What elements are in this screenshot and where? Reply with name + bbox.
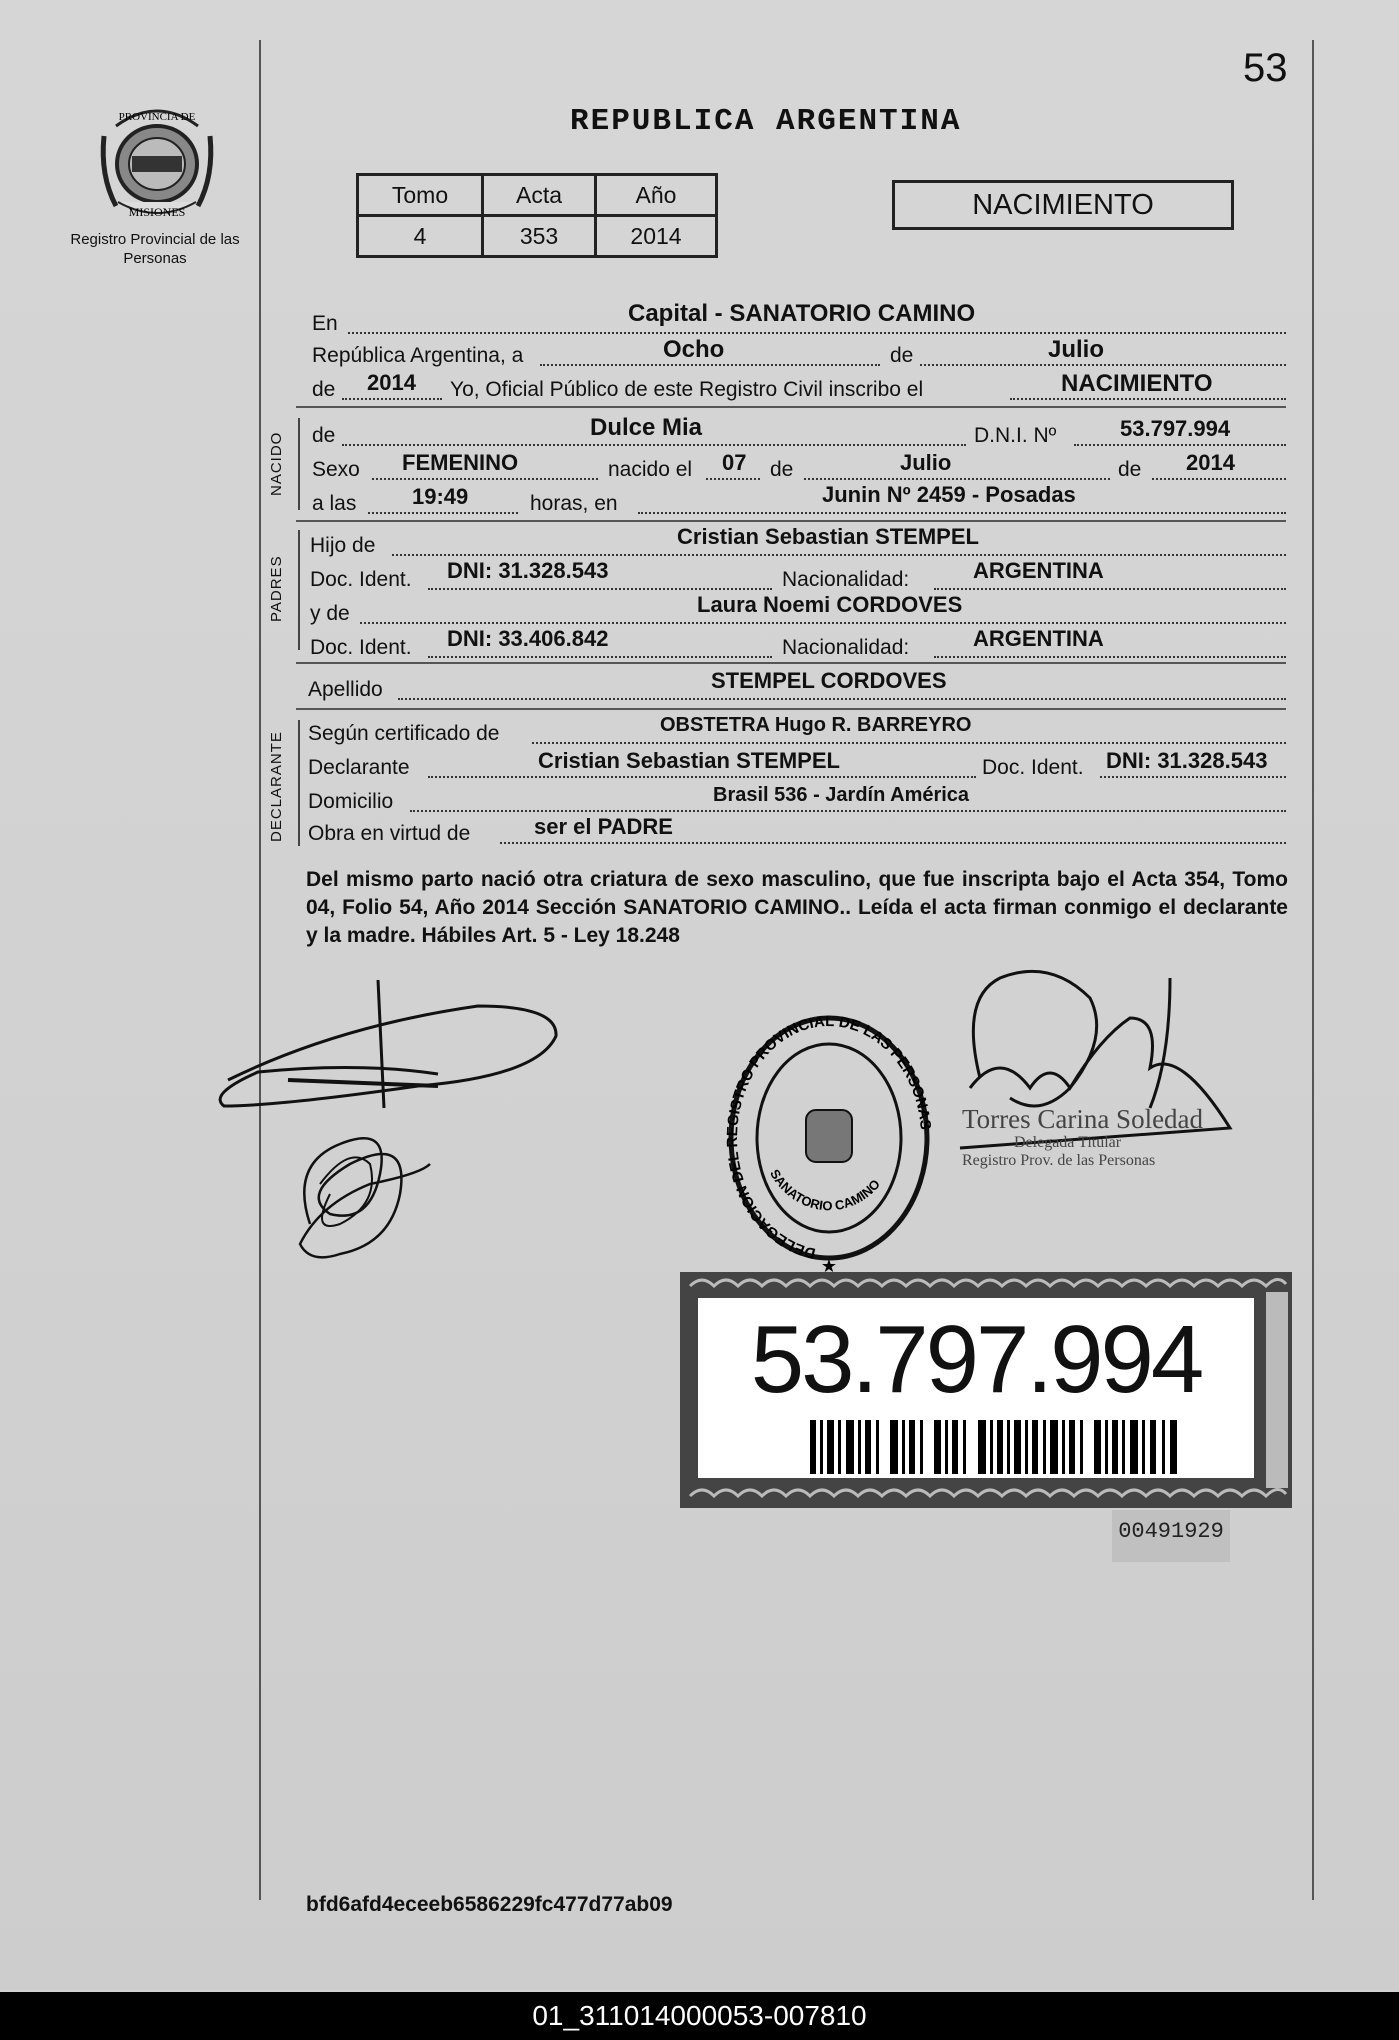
month-value: Julio: [1048, 336, 1105, 363]
official-office: Registro Prov. de las Personas: [962, 1152, 1156, 1169]
sexo-value: FEMENINO: [402, 450, 519, 475]
birth-time-value: 19:49: [412, 484, 469, 509]
year-value: 2014: [367, 370, 416, 395]
republic-label: República Argentina, a: [312, 344, 524, 367]
section-bracket: [298, 720, 300, 846]
official-title: Delegada Titular: [1014, 1134, 1122, 1151]
page-number: 53: [1243, 46, 1288, 90]
cert-label: Según certificado de: [308, 722, 500, 745]
declarante-value: Cristian Sebastian STEMPEL: [538, 748, 840, 773]
header-anio: Año: [596, 175, 717, 216]
father-name-value: Cristian Sebastian STEMPEL: [677, 524, 979, 549]
security-label: [680, 1272, 1292, 1508]
sexo-label: Sexo: [312, 458, 360, 481]
de-label: de: [890, 344, 914, 367]
doc-ident-label: Doc. Ident.: [310, 568, 412, 591]
label-number: 53.797.994: [750, 1306, 1202, 1413]
logo-arc-text: PROVINCIA DE: [118, 111, 196, 123]
dotted-line: [532, 742, 1286, 744]
dotted-line: [934, 656, 1286, 658]
section-bracket: [298, 418, 300, 510]
header-acta: Acta: [483, 175, 596, 216]
signature-mother-icon: [280, 1104, 450, 1274]
officer-text: Yo, Oficial Público de este Registro Civil inscribo el: [450, 378, 924, 401]
dotted-line: [428, 776, 976, 778]
observation-note: Del mismo parto nació otra criatura de sexo masculino, que fue inscripta bajo el Acta 354, Tomo 04, Folio 54, Año 2014 Sección SANATORIO CAMINO.. Leída el acta firman conmigo el declarante y la madre. Hábiles Art. 5 - Ley 18.248: [306, 868, 1288, 947]
section-rule: [296, 662, 1286, 664]
dni-label: D.N.I. Nº: [974, 424, 1057, 447]
value-anio: 2014: [596, 216, 717, 257]
section-rule: [296, 406, 1286, 408]
padres-section-label: PADRES: [268, 555, 285, 622]
dotted-line: [540, 364, 880, 366]
barcode-icon: [810, 1420, 1180, 1474]
document-hash: bfd6afd4eceeb6586229fc477d77ab09: [306, 1893, 673, 1916]
dotted-line: [398, 698, 1286, 700]
dotted-line: [920, 364, 1286, 366]
hijo-de-label: Hijo de: [310, 534, 376, 557]
record-table: [356, 173, 718, 258]
stamp-inner-text: SANATORIO CAMINO: [767, 1166, 883, 1214]
dotted-line: [348, 332, 1286, 334]
y-de-label: y de: [310, 602, 350, 625]
horas-label: horas, en: [530, 492, 618, 515]
dotted-line: [1074, 444, 1286, 446]
de2-label: de: [312, 378, 336, 401]
dotted-line: [706, 478, 760, 480]
dotted-line: [804, 478, 1110, 480]
a-las-label: a las: [312, 492, 357, 515]
svg-text:★: ★: [820, 1256, 838, 1272]
mother-name-value: Laura Noemi CORDOVES: [697, 592, 963, 617]
cert-value: OBSTETRA Hugo R. BARREYRO: [660, 714, 972, 736]
dotted-line: [360, 622, 1286, 624]
obra-label: Obra en virtud de: [308, 822, 471, 845]
place-value: Capital - SANATORIO CAMINO: [628, 300, 976, 327]
left-margin-line: [259, 40, 261, 1900]
nacido-el-label: nacido el: [608, 458, 693, 481]
declarante-section-label: DECLARANTE: [268, 731, 285, 842]
dotted-line: [1152, 478, 1286, 480]
dotted-line: [934, 588, 1286, 590]
birth-address-value: Junin Nº 2459 - Posadas: [822, 482, 1076, 507]
nacionalidad-label: Nacionalidad:: [782, 636, 910, 659]
domicilio-label: Domicilio: [308, 790, 394, 813]
child-dni-value: 53.797.994: [1120, 416, 1231, 441]
doc-ident-label: Doc. Ident.: [310, 636, 412, 659]
right-margin-line: [1312, 40, 1314, 1900]
svg-text:SANATORIO CAMINO: [767, 1167, 883, 1214]
nacido-de-label: de: [312, 424, 336, 447]
birth-day-value: 07: [722, 450, 747, 475]
domicilio-value: Brasil 536 - Jardín América: [713, 784, 970, 806]
dotted-line: [372, 478, 598, 480]
record-table-header-row: [358, 175, 717, 216]
dotted-line: [342, 398, 442, 400]
act-inscribed-value: NACIMIENTO: [1061, 370, 1213, 397]
dotted-line: [1100, 776, 1286, 778]
declarante-label: Declarante: [308, 756, 410, 779]
en-label: En: [312, 312, 338, 335]
footer-id-bar: 01_311014000053-007810: [0, 1992, 1399, 2040]
birth-month-value: Julio: [900, 450, 952, 475]
dotted-line: [428, 656, 772, 658]
official-stamp-icon: [724, 1010, 934, 1272]
value-tomo: 4: [358, 216, 483, 257]
dotted-line: [1010, 398, 1286, 400]
nacido-section-label: NACIDO: [268, 431, 285, 496]
mother-doc-value: DNI: 33.406.842: [447, 626, 609, 651]
dotted-line: [428, 588, 772, 590]
value-acta: 353: [483, 216, 596, 257]
declarante-doc-value: DNI: 31.328.543: [1106, 748, 1268, 773]
dotted-line: [342, 444, 966, 446]
registry-caption: Registro Provincial de las Personas: [70, 231, 240, 267]
child-name-value: Dulce Mia: [590, 414, 703, 441]
act-type-box: NACIMIENTO: [892, 180, 1234, 230]
section-rule: [296, 520, 1286, 522]
dotted-line: [368, 512, 518, 514]
apellido-value: STEMPEL CORDOVES: [711, 668, 947, 693]
father-doc-value: DNI: 31.328.543: [447, 558, 609, 583]
official-name: Torres Carina Soledad: [962, 1104, 1204, 1134]
security-label-panel: [698, 1298, 1254, 1478]
country-heading: REPUBLICA ARGENTINA: [570, 104, 962, 139]
day-word-value: Ocho: [663, 336, 725, 363]
nacionalidad-label: Nacionalidad:: [782, 568, 910, 591]
birth-year-value: 2014: [1186, 450, 1235, 475]
de-label-2: de: [770, 458, 794, 481]
dotted-line: [392, 554, 1286, 556]
section-rule: [296, 708, 1286, 710]
dotted-line: [410, 810, 1286, 812]
apellido-label: Apellido: [308, 678, 383, 701]
stamp-outer-text: DELEGACION DEL REGISTRO PROVINCIAL DE LAS PERSONAS: [724, 1012, 934, 1262]
control-number: 00491929: [1112, 1510, 1230, 1562]
de-label-3: de: [1118, 458, 1142, 481]
mother-nationality-value: ARGENTINA: [973, 626, 1104, 651]
header-tomo: Tomo: [358, 175, 483, 216]
obra-value: ser el PADRE: [534, 814, 673, 839]
doc-ident-label: Doc. Ident.: [982, 756, 1084, 779]
dotted-line: [638, 512, 1286, 514]
dotted-line: [500, 842, 1286, 844]
misiones-coat-of-arms-icon: [96, 96, 218, 226]
father-nationality-value: ARGENTINA: [973, 558, 1104, 583]
section-bracket: [298, 530, 300, 650]
logo-bottom-text: MISIONES: [128, 205, 186, 219]
record-table-value-row: [358, 216, 717, 257]
